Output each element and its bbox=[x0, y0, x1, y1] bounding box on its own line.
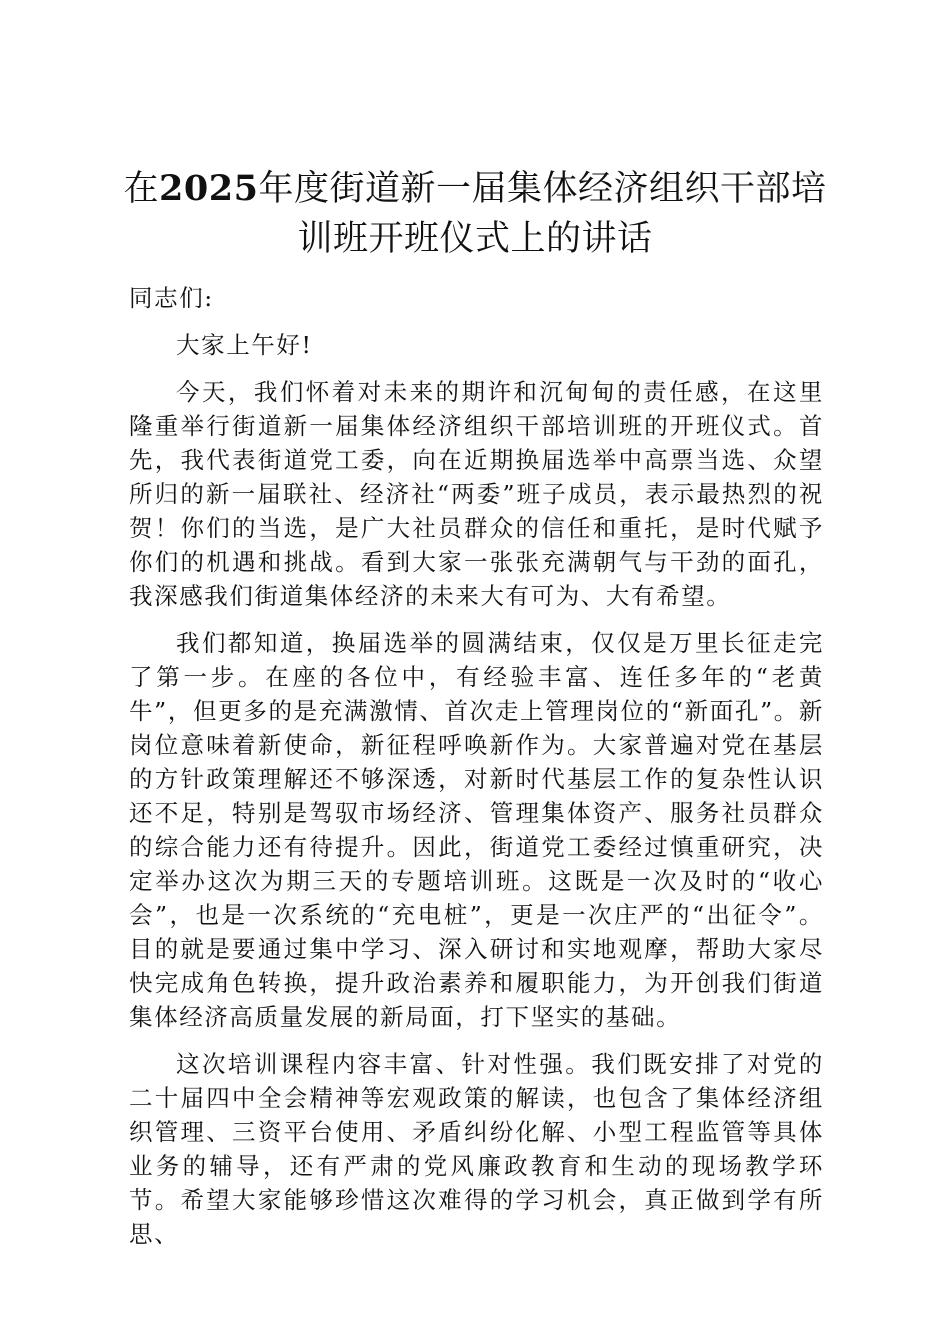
title-prefix: 在 bbox=[123, 169, 160, 209]
title-year: 2025 bbox=[159, 168, 259, 209]
title-rest: 年度街道新一届集体经济组织干部培训班开班仪式上的讲话 bbox=[258, 169, 827, 259]
paragraph-2: 我们都知道，换届选举的圆满结束，仅仅是万里长征走完了第一步。在座的各位中，有经验丰富、连任多年的“老黄牛”，但更多的是充满激情、首次走上管理岗位的“新面孔”。新岗位意味着新使命，新征程呼唤新作为。大家普遍对党在基层的方针政策理解还不够深透，对新时代基层工作的复杂性认识还不足，特别是驾驭市场经济、管理集体资产、服务社员群众的综合能力还有待提升。因此，街道党工委经过慎重研究，决定举办这次为期三天的专题培训班。这既是一次及时的“收心会”，也是一次系统的“充电桩”，更是一次庄严的“出征令”。目的就是要通过集中学习、深入研讨和实地观摩，帮助大家尽快完成角色转换，提升政治素养和履职能力，为开创我们街道集体经济高质量发展的新局面，打下坚实的基础。 bbox=[129, 629, 824, 1031]
paragraph-3: 这次培训课程内容丰富、针对性强。我们既安排了对党的二十届四中全会精神等宏观政策的解读，也包含了集体经济组织管理、三资平台使用、矛盾纠纷化解、小型工程监管等具体业务的辅导，还有严肃的党风廉政教育和生动的现场教学环节。希望大家能够珍惜这次难得的学习机会，真正做到学有所思、 bbox=[129, 1050, 824, 1248]
greeting: 大家上午好! bbox=[176, 331, 313, 359]
paragraph-1: 今天，我们怀着对未来的期许和沉甸甸的责任感，在这里隆重举行街道新一届集体经济组织干部培训班的开班仪式。首先，我代表街道党工委，向在近期换届选举中高票当选、众望所归的新一届联社、经济社“两委”班子成员，表示最热烈的祝贺！你们的当选，是广大社员群众的信任和重托，是时代赋予你们的机遇和挑战。看到大家一张张充满朝气与干劲的面孔，我深感我们街道集体经济的未来大有可为、大有希望。 bbox=[129, 378, 824, 610]
document-body bbox=[129, 281, 824, 1251]
document-title bbox=[110, 164, 840, 264]
salutation: 同志们: bbox=[129, 284, 214, 312]
